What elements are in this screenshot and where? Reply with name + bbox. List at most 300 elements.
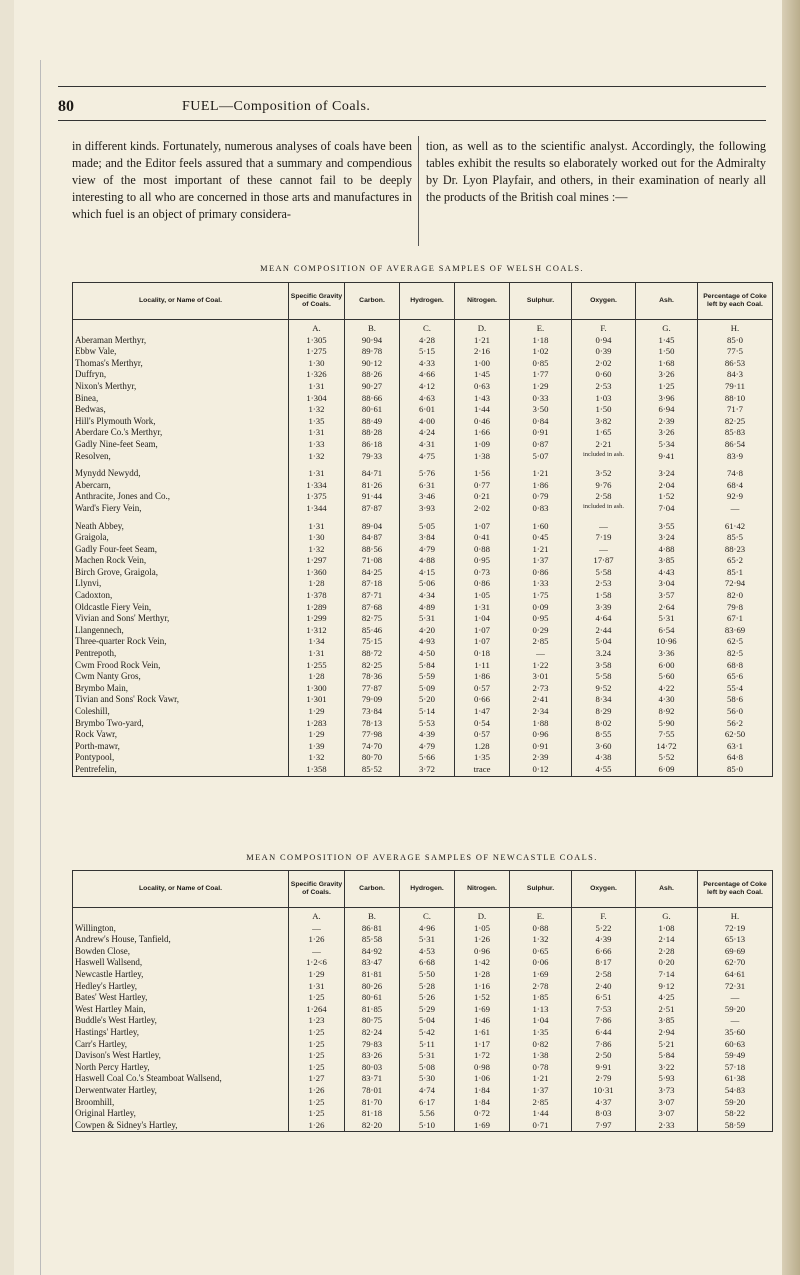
table-row (73, 404, 773, 416)
value-cell: 1·300 (289, 683, 345, 695)
coal-locality: Rock Vawr, (73, 729, 289, 741)
value-cell: 77·5 (698, 346, 773, 358)
value-cell: 4·33 (400, 358, 455, 370)
value-cell: 2·16 (455, 346, 510, 358)
value-cell: 0·39 (572, 346, 636, 358)
value-cell: 88·10 (698, 393, 773, 405)
value-cell: 1·375 (289, 491, 345, 503)
coal-locality: Three-quarter Rock Vein, (73, 636, 289, 648)
coal-locality: Buddle's West Hartley, (73, 1015, 289, 1027)
table-row (73, 468, 773, 480)
table-row (73, 602, 773, 614)
value-cell: 1·44 (510, 1108, 572, 1120)
value-cell: 57·18 (698, 1062, 773, 1074)
value-cell: 89·04 (345, 521, 400, 533)
value-cell: 86·81 (345, 923, 400, 935)
column-letter: G. (636, 908, 698, 923)
value-cell: 1·25 (636, 381, 698, 393)
coal-locality: Haswell Coal Co.'s Steamboat Wallsend, (73, 1073, 289, 1085)
value-cell: 5·60 (636, 671, 698, 683)
value-cell: 1·42 (455, 957, 510, 969)
value-cell: 0·41 (455, 532, 510, 544)
coal-locality: Willington, (73, 923, 289, 935)
value-cell: 1·07 (455, 636, 510, 648)
value-cell: 0·33 (510, 393, 572, 405)
value-cell: 5·20 (400, 694, 455, 706)
value-cell: 77·98 (345, 729, 400, 741)
value-cell: 79·83 (345, 1039, 400, 1051)
value-cell: 5·07 (510, 451, 572, 463)
value-cell: 58·59 (698, 1120, 773, 1132)
value-cell: 87·18 (345, 578, 400, 590)
value-cell: 3·07 (636, 1097, 698, 1109)
coal-locality: Machen Rock Vein, (73, 555, 289, 567)
value-cell: 4·39 (572, 934, 636, 946)
value-cell: 4·39 (400, 729, 455, 741)
value-cell: 4·53 (400, 946, 455, 958)
value-cell: 5·76 (400, 468, 455, 480)
value-cell: 87·71 (345, 590, 400, 602)
value-cell: 86·53 (698, 358, 773, 370)
value-cell: 1·46 (455, 1015, 510, 1027)
value-cell: 6·54 (636, 625, 698, 637)
value-cell: 84·71 (345, 468, 400, 480)
value-cell: — (289, 946, 345, 958)
value-cell: 4·00 (400, 416, 455, 428)
value-cell: 5·34 (636, 439, 698, 451)
value-cell: 3·24 (636, 468, 698, 480)
column-letter-row (73, 320, 773, 335)
value-cell: 88·26 (345, 369, 400, 381)
value-cell: 1·25 (289, 1097, 345, 1109)
value-cell: 1·84 (455, 1085, 510, 1097)
value-cell: 0·09 (510, 602, 572, 614)
value-cell: 0·46 (455, 416, 510, 428)
value-cell: 8·34 (572, 694, 636, 706)
intro-right-column: tion, as well as to the scientific analyst. Accordingly, the following tables exhibit the results so elaborately worked out for the Admiralty by Dr. Lyon Playfair, and others, in their examination of nearly all the products of the British coal mines :— (426, 139, 766, 204)
value-cell: 80·61 (345, 404, 400, 416)
column-letter: B. (345, 908, 400, 923)
running-title: FUEL—Composition of Coals. (182, 99, 371, 114)
value-cell: 2·02 (572, 358, 636, 370)
table-row (73, 923, 773, 935)
coal-locality: Broomhill, (73, 1097, 289, 1109)
value-cell: 1·22 (510, 660, 572, 672)
value-cell: 5·59 (400, 671, 455, 683)
table-row (73, 625, 773, 637)
value-cell: 35·60 (698, 1027, 773, 1039)
value-cell: 1·28 (289, 671, 345, 683)
value-cell: 4·64 (572, 613, 636, 625)
table-row (73, 1120, 773, 1132)
value-cell: — (698, 992, 773, 1004)
value-cell: 8·03 (572, 1108, 636, 1120)
value-cell: 80·03 (345, 1062, 400, 1074)
value-cell: 1·27 (289, 1073, 345, 1085)
value-cell: 59·20 (698, 1097, 773, 1109)
value-cell: 5·58 (572, 671, 636, 683)
value-cell: 82·20 (345, 1120, 400, 1132)
value-cell: 2·04 (636, 480, 698, 492)
value-cell: 1·56 (455, 468, 510, 480)
value-cell: 6·66 (572, 946, 636, 958)
value-cell: 83·71 (345, 1073, 400, 1085)
column-letter-row (73, 908, 773, 923)
value-cell: 3·57 (636, 590, 698, 602)
coal-locality: Neath Abbey, (73, 521, 289, 533)
coal-locality: Oldcastle Fiery Vein, (73, 602, 289, 614)
value-cell: 1·30 (289, 532, 345, 544)
value-cell: 1·07 (455, 625, 510, 637)
newcastle-coals-table (72, 870, 773, 1132)
value-cell: 88·66 (345, 393, 400, 405)
value-cell: 1·255 (289, 660, 345, 672)
value-cell: 2·39 (636, 416, 698, 428)
value-cell: 3·22 (636, 1062, 698, 1074)
value-cell: — (510, 648, 572, 660)
value-cell: 7·14 (636, 969, 698, 981)
column-header: Percentage of Coke left by each Coal. (698, 871, 773, 908)
value-cell: 2·51 (636, 1004, 698, 1016)
value-cell: 1·264 (289, 1004, 345, 1016)
value-cell: 78·13 (345, 718, 400, 730)
value-cell: 81·70 (345, 1097, 400, 1109)
value-cell: 78·01 (345, 1085, 400, 1097)
value-cell: 0·20 (636, 957, 698, 969)
value-cell: 5·31 (636, 613, 698, 625)
value-cell: 2·85 (510, 636, 572, 648)
value-cell: 4·24 (400, 427, 455, 439)
value-cell: 65·2 (698, 555, 773, 567)
value-cell: 4·96 (400, 923, 455, 935)
table-row (73, 741, 773, 753)
value-cell: 4·66 (400, 369, 455, 381)
value-cell: 1·29 (289, 969, 345, 981)
intro-left-column: in different kinds. Fortunately, numerous analyses of coals have been made; and the Editor feels assured that a summary and compendious view of the most important of these cannot fail to be deeply interesting to all who are concerned in those arts and manufactures in which fuel is an object of primary considera- (72, 139, 412, 221)
coal-locality: Brymbo Main, (73, 683, 289, 695)
value-cell: 88·28 (345, 427, 400, 439)
value-cell: 1·38 (510, 1050, 572, 1062)
column-letter: F. (572, 908, 636, 923)
value-cell: 1·61 (455, 1027, 510, 1039)
value-cell: 3·93 (400, 503, 455, 515)
coal-locality: Cowpen & Sidney's Hartley, (73, 1120, 289, 1132)
value-cell: 0·83 (510, 503, 572, 515)
value-cell: 86·18 (345, 439, 400, 451)
value-cell: 3·73 (636, 1085, 698, 1097)
value-cell: 10·96 (636, 636, 698, 648)
value-cell: 1·35 (455, 752, 510, 764)
column-letter: A. (289, 908, 345, 923)
value-cell: 82·5 (698, 648, 773, 660)
value-cell: 1·35 (510, 1027, 572, 1039)
value-cell: 1·11 (455, 660, 510, 672)
coal-locality: Gadly Four-feet Seam, (73, 544, 289, 556)
table-row (73, 1039, 773, 1051)
value-cell: 1·03 (572, 393, 636, 405)
value-cell: 82·24 (345, 1027, 400, 1039)
table-row (73, 451, 773, 463)
value-cell: 10·31 (572, 1085, 636, 1097)
value-cell: 4·30 (636, 694, 698, 706)
value-cell: 6·17 (400, 1097, 455, 1109)
value-cell: 5·26 (400, 992, 455, 1004)
value-cell: 72·94 (698, 578, 773, 590)
value-cell: 56·2 (698, 718, 773, 730)
table-row (73, 544, 773, 556)
table-row (73, 1108, 773, 1120)
table-row (73, 992, 773, 1004)
column-header: Locality, or Name of Coal. (73, 871, 289, 908)
value-cell: 1·29 (510, 381, 572, 393)
value-cell: 5·84 (400, 660, 455, 672)
column-header: Sulphur. (510, 283, 572, 320)
value-cell: 5·58 (572, 567, 636, 579)
page-number: 80 (58, 98, 74, 115)
value-cell: 3·26 (636, 427, 698, 439)
coal-locality: Bowden Close, (73, 946, 289, 958)
value-cell: 3·58 (572, 660, 636, 672)
value-cell: 6·51 (572, 992, 636, 1004)
value-cell: 90·94 (345, 335, 400, 347)
value-cell: 84·92 (345, 946, 400, 958)
value-cell: 90·27 (345, 381, 400, 393)
page-header (58, 98, 766, 121)
coal-locality: Porth-mawr, (73, 741, 289, 753)
table-row (73, 480, 773, 492)
coal-locality: Ebbw Vale, (73, 346, 289, 358)
value-cell: 5·31 (400, 613, 455, 625)
value-cell: 1·13 (510, 1004, 572, 1016)
column-letter (73, 320, 289, 335)
value-cell: 0·65 (510, 946, 572, 958)
coal-locality: Llangennech, (73, 625, 289, 637)
value-cell: 1·37 (510, 555, 572, 567)
value-cell: 7·97 (572, 1120, 636, 1132)
coal-locality: Derwentwater Hartley, (73, 1085, 289, 1097)
value-cell: 6·44 (572, 1027, 636, 1039)
welsh-header-row (73, 283, 773, 320)
value-cell: 2·33 (636, 1120, 698, 1132)
value-cell: 0·85 (510, 358, 572, 370)
value-cell: 2·41 (510, 694, 572, 706)
value-cell: 8·02 (572, 718, 636, 730)
value-cell: 5·93 (636, 1073, 698, 1085)
table-row (73, 358, 773, 370)
value-cell: 4·89 (400, 602, 455, 614)
value-cell: 3·72 (400, 764, 455, 776)
value-cell: 1·86 (455, 671, 510, 683)
value-cell: 8·55 (572, 729, 636, 741)
value-cell: 83·9 (698, 451, 773, 463)
value-cell: 1·47 (455, 706, 510, 718)
value-cell: 1·26 (289, 1085, 345, 1097)
value-cell: 88·72 (345, 648, 400, 660)
value-cell: 84·3 (698, 369, 773, 381)
value-cell: 59·49 (698, 1050, 773, 1062)
value-cell: 1·31 (289, 648, 345, 660)
value-cell: 9·41 (636, 451, 698, 463)
value-cell: 84·87 (345, 532, 400, 544)
value-cell: 1·32 (289, 451, 345, 463)
value-cell: 54·83 (698, 1085, 773, 1097)
coal-locality: Pentrepoth, (73, 648, 289, 660)
value-cell: 7·53 (572, 1004, 636, 1016)
newcastle-table-caption: MEAN COMPOSITION OF AVERAGE SAMPLES OF NEWCASTLE COALS. (246, 853, 598, 862)
table-row (73, 1097, 773, 1109)
value-cell: 71·08 (345, 555, 400, 567)
value-cell: 1·32 (289, 404, 345, 416)
value-cell: 2·02 (455, 503, 510, 515)
value-cell: 58·6 (698, 694, 773, 706)
value-cell: 1·25 (289, 992, 345, 1004)
value-cell: 1·02 (510, 346, 572, 358)
value-cell: 2·53 (572, 381, 636, 393)
value-cell: 1·38 (455, 451, 510, 463)
value-cell: 9·91 (572, 1062, 636, 1074)
value-cell: 2·50 (572, 1050, 636, 1062)
value-cell: 2·40 (572, 981, 636, 993)
value-cell: 1·18 (510, 335, 572, 347)
value-cell: 80·61 (345, 992, 400, 1004)
table-row (73, 764, 773, 776)
column-letter: E. (510, 908, 572, 923)
value-cell: 1·358 (289, 764, 345, 776)
coal-locality: Pentrefelin, (73, 764, 289, 776)
value-cell: 0·77 (455, 480, 510, 492)
value-cell: 0·86 (455, 578, 510, 590)
value-cell: 5·29 (400, 1004, 455, 1016)
table-row (73, 1050, 773, 1062)
value-cell: 79·09 (345, 694, 400, 706)
value-cell: 61·42 (698, 521, 773, 533)
value-cell: 5·10 (400, 1120, 455, 1132)
value-cell: 0·63 (455, 381, 510, 393)
value-cell: 0·87 (510, 439, 572, 451)
value-cell: 0·12 (510, 764, 572, 776)
value-cell: 4·79 (400, 741, 455, 753)
value-cell: 9·76 (572, 480, 636, 492)
value-cell: 5·11 (400, 1039, 455, 1051)
value-cell: 8·17 (572, 957, 636, 969)
value-cell: 2·94 (636, 1027, 698, 1039)
value-cell: 5·04 (572, 636, 636, 648)
value-cell: 1·31 (455, 602, 510, 614)
value-cell: 1·283 (289, 718, 345, 730)
value-cell: 2·58 (572, 491, 636, 503)
value-cell: 1·275 (289, 346, 345, 358)
value-cell: 5·52 (636, 752, 698, 764)
coal-locality: Hastings' Hartley, (73, 1027, 289, 1039)
value-cell: 3·96 (636, 393, 698, 405)
table-row (73, 969, 773, 981)
table-row (73, 660, 773, 672)
value-cell: 1·25 (289, 1039, 345, 1051)
value-cell: 1·26 (289, 1120, 345, 1132)
value-cell: 0·45 (510, 532, 572, 544)
value-cell: 4·12 (400, 381, 455, 393)
coal-locality: Haswell Wallsend, (73, 957, 289, 969)
value-cell: 1·299 (289, 613, 345, 625)
value-cell: 3.24 (572, 648, 636, 660)
coal-locality: Davison's West Hartley, (73, 1050, 289, 1062)
value-cell: 87·87 (345, 503, 400, 515)
table-row (73, 648, 773, 660)
top-rule (58, 86, 766, 87)
value-cell: 75·15 (345, 636, 400, 648)
value-cell: 62·50 (698, 729, 773, 741)
value-cell: 3·55 (636, 521, 698, 533)
value-cell: 6·01 (400, 404, 455, 416)
table-row (73, 491, 773, 503)
coal-locality: Newcastle Hartley, (73, 969, 289, 981)
value-cell: 4·31 (400, 439, 455, 451)
value-cell: 58·22 (698, 1108, 773, 1120)
table-row (73, 590, 773, 602)
value-cell: 0·86 (510, 567, 572, 579)
coal-locality: Mynydd Newydd, (73, 468, 289, 480)
value-cell: 85·1 (698, 567, 773, 579)
table-row (73, 946, 773, 958)
value-cell: 91·44 (345, 491, 400, 503)
column-letter: B. (345, 320, 400, 335)
column-letter: H. (698, 320, 773, 335)
value-cell: 6·00 (636, 660, 698, 672)
value-cell: 4·75 (400, 451, 455, 463)
value-cell: 1·66 (455, 427, 510, 439)
table-row (73, 503, 773, 515)
value-cell: 1·07 (455, 521, 510, 533)
value-cell: 88·49 (345, 416, 400, 428)
value-cell: 83·26 (345, 1050, 400, 1062)
value-cell: 86·54 (698, 439, 773, 451)
value-cell: 1·45 (455, 369, 510, 381)
coal-locality: Gadly Nine-feet Seam, (73, 439, 289, 451)
value-cell: 79·33 (345, 451, 400, 463)
value-cell: 2·14 (636, 934, 698, 946)
value-cell: 1·84 (455, 1097, 510, 1109)
value-cell: 73·84 (345, 706, 400, 718)
value-cell: 1·301 (289, 694, 345, 706)
value-cell: 5·15 (400, 346, 455, 358)
table-row (73, 416, 773, 428)
value-cell: 85·58 (345, 934, 400, 946)
value-cell: — (572, 521, 636, 533)
value-cell: 88·23 (698, 544, 773, 556)
table-row (73, 346, 773, 358)
value-cell: 62·70 (698, 957, 773, 969)
value-cell: 62·5 (698, 636, 773, 648)
value-cell: 72·31 (698, 981, 773, 993)
coal-locality: Cwm Frood Rock Vein, (73, 660, 289, 672)
coal-locality: Brymbo Two-yard, (73, 718, 289, 730)
value-cell: 65·6 (698, 671, 773, 683)
coal-locality: Llynvi, (73, 578, 289, 590)
value-cell: 2·28 (636, 946, 698, 958)
coal-locality: Nixon's Merthyr, (73, 381, 289, 393)
table-row (73, 578, 773, 590)
value-cell: 3·85 (636, 1015, 698, 1027)
value-cell: 4·93 (400, 636, 455, 648)
value-cell: 0·95 (510, 613, 572, 625)
value-cell: 3·04 (636, 578, 698, 590)
value-cell: 71·7 (698, 404, 773, 416)
value-cell: 3·26 (636, 369, 698, 381)
coal-locality: Thomas's Merthyr, (73, 358, 289, 370)
value-cell: 5·08 (400, 1062, 455, 1074)
table-row (73, 369, 773, 381)
value-cell: 3·46 (400, 491, 455, 503)
